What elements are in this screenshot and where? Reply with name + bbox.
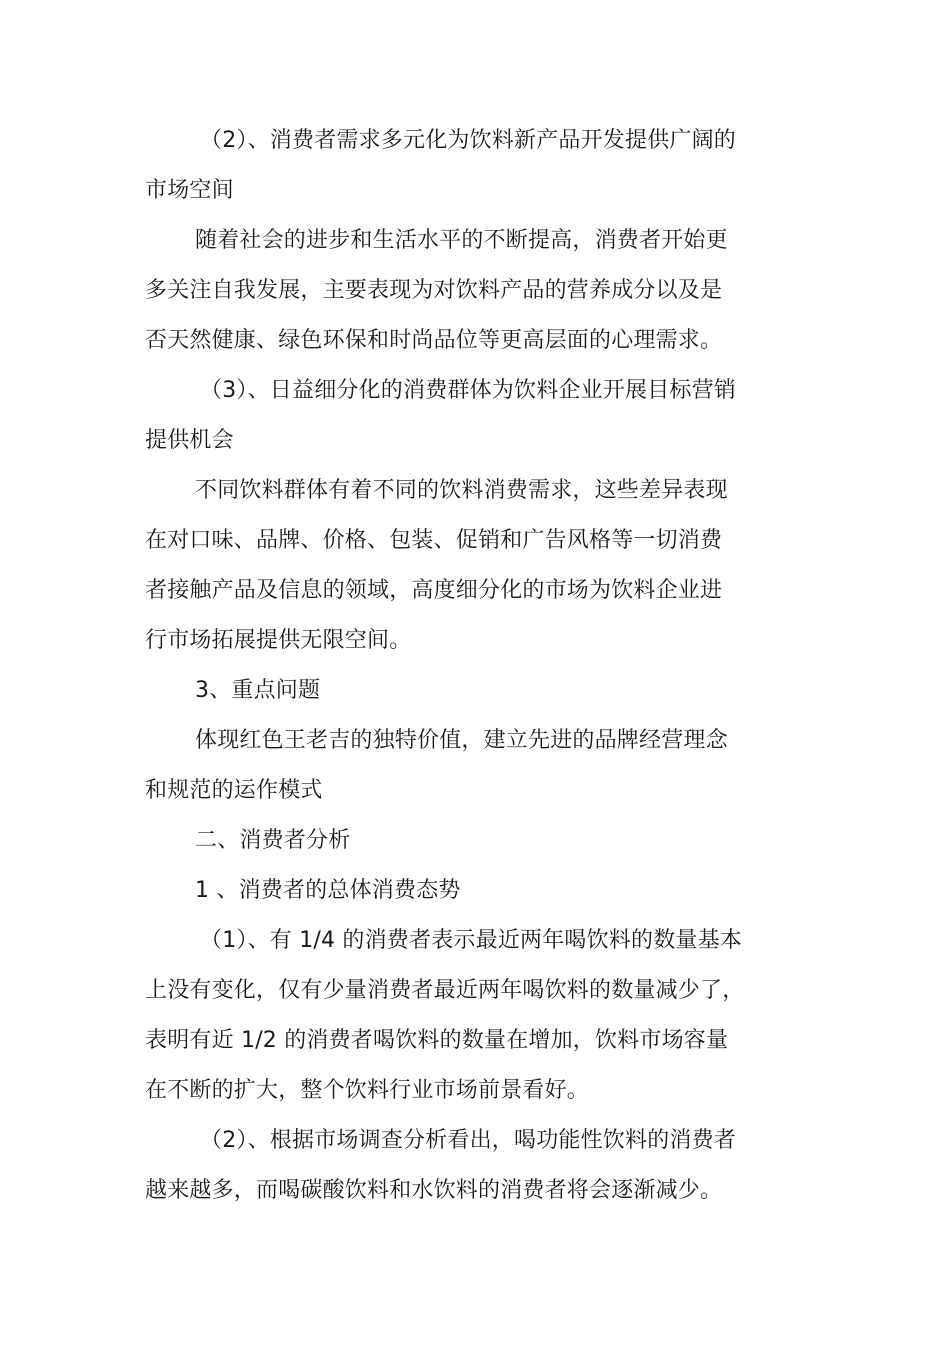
paragraph-line: 体现红色王老吉的独特价值，建立先进的品牌经营理念 (195, 728, 728, 753)
paragraph-line: （1）、有 1/4 的消费者表示最近两年喝饮料的数量基本 (200, 928, 742, 953)
subheading-line: （2）、消费者需求多元化为饮料新产品开发提供广阔的 (200, 128, 736, 153)
paragraph-line: 者接触产品及信息的领域，高度细分化的市场为饮料企业进 (145, 578, 723, 603)
paragraph-line: 多关注自我发展，主要表现为对饮料产品的营养成分以及是 (145, 278, 723, 303)
paragraph-line: 在对口味、品牌、价格、包装、促销和广告风格等一切消费 (145, 528, 723, 553)
paragraph-line: 行市场拓展提供无限空间。 (145, 628, 412, 653)
subheading-line: （3）、日益细分化的消费群体为饮料企业开展目标营销 (200, 378, 736, 403)
paragraph-line: 和规范的运作模式 (145, 778, 323, 803)
paragraph-line: 表明有近 1/2 的消费者喝饮料的数量在增加，饮料市场容量 (145, 1028, 729, 1053)
paragraph-line: （2）、根据市场调查分析看出，喝功能性饮料的消费者 (200, 1128, 736, 1153)
paragraph-line: 随着社会的进步和生活水平的不断提高，消费者开始更 (195, 228, 728, 253)
paragraph-line: 不同饮料群体有着不同的饮料消费需求，这些差异表现 (195, 478, 728, 503)
subheading-line: 市场空间 (145, 178, 234, 203)
paragraph-line: 否天然健康、绿色环保和时尚品位等更高层面的心理需求。 (145, 328, 723, 353)
section-heading: 3、重点问题 (195, 678, 321, 703)
chapter-heading: 二、消费者分析 (195, 828, 351, 853)
section-heading: 1 、消费者的总体消费态势 (195, 878, 461, 903)
subheading-line: 提供机会 (145, 428, 234, 453)
paragraph-line: 上没有变化，仅有少量消费者最近两年喝饮料的数量减少了， (145, 978, 745, 1003)
paragraph-line: 在不断的扩大，整个饮料行业市场前景看好。 (145, 1078, 590, 1103)
paragraph-line: 越来越多，而喝碳酸饮料和水饮料的消费者将会逐渐减少。 (145, 1178, 723, 1203)
